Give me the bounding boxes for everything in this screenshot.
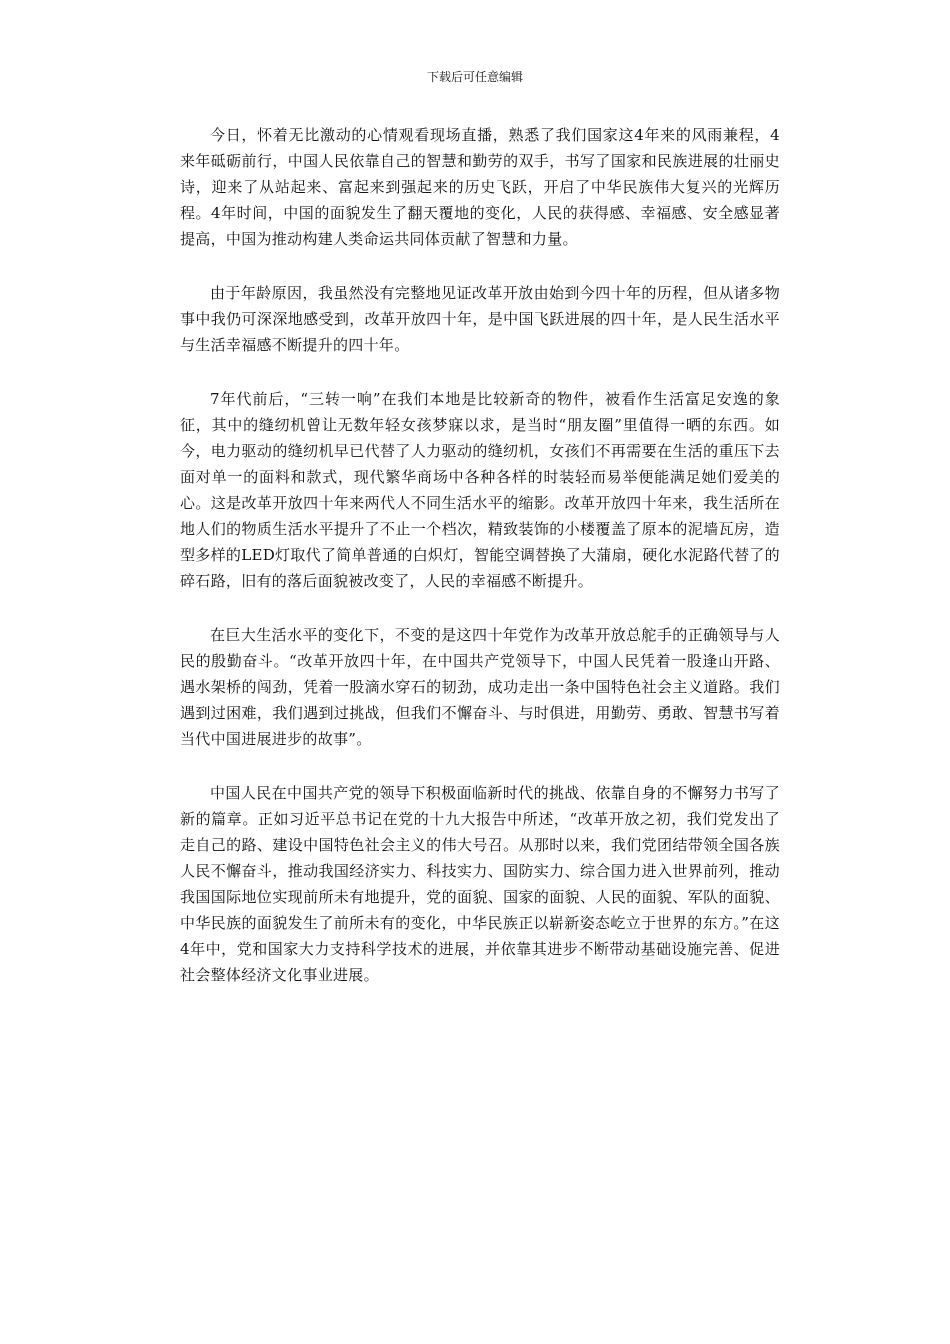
paragraph-2: 由于年龄原因，我虽然没有完整地见证改革开放由始到今四十年的历程，但从诸多物事中我仍可深深地感受到，改革开放四十年，是中国飞跃进展的四十年，是人民生活水平与生活幸福感不断提升的四十年。 [180,284,780,354]
header-note: 下载后可任意编辑 [426,70,523,84]
paragraph-3: 7年代前后，“三转一响”在我们本地是比较新奇的物件，被看作生活富足安逸的象征，其中的缝纫机曾让无数年轻女孩梦寐以求，是当时“朋友圈”里值得一晒的东西。如今，电力驱动的缝纫机早已代替了人力驱动的缝纫机，女孩们不再需要在生活的重压下去面对单一的面料和款式，现代繁华商场中各种各样的时装轻而易举便能满足她们爱美的心。这是改革开放四十年来两代人不同生活水平的缩影。改革开放四十年来，我生活所在地人们的物质生活水平提升了不止一个档次，精致装饰的小楼覆盖了原本的泥墙瓦房，造型多样的LED灯取代了简单普通的白炽灯，智能空调替换了大蒲扇，硬化水泥路代替了的碎石路，旧有的落后面貌被改变了，人民的幸福感不断提升。 [180,390,780,590]
paragraph-1: 今日，怀着无比激动的心情观看现场直播，熟悉了我们国家这4年来的风雨兼程，4来年砥砺前行，中国人民依靠自己的智慧和勤劳的双手，书写了国家和民族进展的壮丽史诗，迎来了从站起来、富起来到强起来的历史飞跃，开启了中华民族伟大复兴的光辉历程。4年时间，中国的面貌发生了翻天覆地的变化，人民的获得感、幸福感、安全感显著提高，中国为推动构建人类命运共同体贡献了智慧和力量。 [180,126,780,248]
paragraph-4: 在巨大生活水平的变化下，不变的是这四十年党作为改革开放总舵手的正确领导与人民的殷勤奋斗。“改革开放四十年，在中国共产党领导下，中国人民凭着一股逢山开路、遇水架桥的闯劲，凭着一股滴水穿石的韧劲，成功走出一条中国特色社会主义道路。我们遇到过困难，我们遇到过挑战，但我们不懈奋斗、与时俱进，用勤劳、勇敢、智慧书写着当代中国进展进步的故事”。 [180,626,780,748]
paragraph-5: 中国人民在中国共产党的领导下积极面临新时代的挑战、依靠自身的不懈努力书写了新的篇章。正如习近平总书记在党的十九大报告中所述，“改革开放之初，我们党发出了走自己的路、建设中国特色社会主义的伟大号召。从那时以来，我们党团结带领全国各族人民不懈奋斗，推动我国经济实力、科技实力、国防实力、综合国力进入世界前列，推动我国国际地位实现前所未有地提升，党的面貌、国家的面貌、人民的面貌、军队的面貌、中华民族的面貌发生了前所未有的变化，中华民族正以崭新姿态屹立于世界的东方。”在这4年中，党和国家大力支持科学技术的进展，并依靠其进步不断带动基础设施完善、促进社会整体经济文化事业进展。 [180,784,780,984]
article-body [180,122,780,1016]
